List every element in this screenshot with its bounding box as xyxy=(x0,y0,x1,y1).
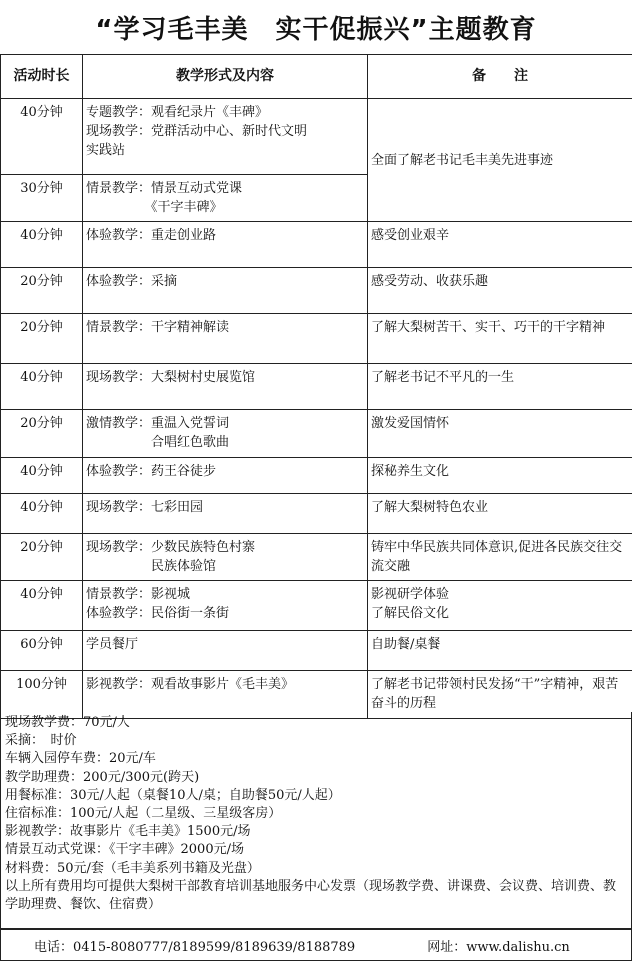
fee-line: 用餐标准：30元/人起（桌餐10人/桌；自助餐50元/人起） xyxy=(5,787,341,803)
row-note: 探秘养生文化 xyxy=(368,458,632,494)
table-row xyxy=(1,534,632,581)
fee-line: 采摘： 时价 xyxy=(5,733,77,749)
row-duration: 20分钟 xyxy=(1,268,83,314)
content-line: 现场教学：党群活动中心、新时代文明 xyxy=(86,124,308,139)
row-duration: 20分钟 xyxy=(1,410,83,458)
table-row xyxy=(1,494,632,534)
content-line: 情景教学：干字精神解读 xyxy=(86,320,230,335)
row-note: 了解大梨树特色农业 xyxy=(368,494,632,534)
table-row xyxy=(1,222,632,268)
table-row xyxy=(1,364,632,410)
fee-line: 材料费：50元/套（毛丰美系列书籍及光盘） xyxy=(5,860,260,876)
table-row xyxy=(1,99,632,175)
content-line: 体验教学：重走创业路 xyxy=(86,228,217,243)
row-note: 感受劳动、收获乐趣 xyxy=(368,268,632,314)
invoice-note: 以上所有费用均可提供大梨树干部教育培训基地服务中心发票（现场教学费、讲课费、会议费、培训费、教学助理费、餐饮、住宿费） xyxy=(5,878,617,913)
note-line: 了解民俗文化 xyxy=(371,606,450,621)
table-row xyxy=(1,631,632,671)
row-duration: 40分钟 xyxy=(1,458,83,494)
content-line: 民族体验馆 xyxy=(86,559,217,574)
row-content xyxy=(83,175,368,222)
content-line: 专题教学：观看纪录片《丰碑》 xyxy=(86,105,269,120)
header-content: 教学形式及内容 xyxy=(83,55,368,99)
row-content xyxy=(83,631,368,671)
row-note: 了解大梨树苦干、实干、巧干的干字精神 xyxy=(368,314,632,364)
note-line: 影视研学体验 xyxy=(371,587,450,602)
content-line: 现场教学：少数民族特色村寨 xyxy=(86,540,256,555)
row-content xyxy=(83,458,368,494)
row-content xyxy=(83,581,368,631)
page-title: “学习毛丰美 实干促振兴”主题教育 xyxy=(95,14,537,45)
row-content xyxy=(83,314,368,364)
table-row xyxy=(1,268,632,314)
content-line: 激情教学：重温入党誓词 xyxy=(86,416,230,431)
website-link[interactable]: 网址：www.dalishu.cn xyxy=(427,939,570,955)
phone-text: 电话：0415-8080777/8189599/8189639/8188789 xyxy=(34,939,356,955)
content-line: 实践站 xyxy=(86,143,126,158)
row-duration: 40分钟 xyxy=(1,581,83,631)
content-line: 体验教学：药王谷徒步 xyxy=(86,464,217,479)
row-duration: 40分钟 xyxy=(1,222,83,268)
row-duration: 40分钟 xyxy=(1,494,83,534)
content-line: 现场教学：大梨树村史展览馆 xyxy=(86,370,256,385)
row-note: 激发爱国情怀 xyxy=(368,410,632,458)
content-line: 情景教学：情景互动式党课 xyxy=(86,181,243,196)
row-note: 铸牢中华民族共同体意识,促进各民族交往交流交融 xyxy=(368,534,632,581)
fee-line: 教学助理费：200元/300元(跨天) xyxy=(5,769,200,785)
row-content xyxy=(83,534,368,581)
row-duration: 40分钟 xyxy=(1,364,83,410)
content-line: 《干字丰碑》 xyxy=(86,200,223,215)
content-line: 体验教学：采摘 xyxy=(86,274,178,289)
schedule-table xyxy=(0,54,632,719)
header-note: 备 注 xyxy=(368,55,632,99)
table-header-row xyxy=(1,55,632,99)
fee-line: 影视教学：故事影片《毛丰美》1500元/场 xyxy=(5,824,251,840)
row-duration: 20分钟 xyxy=(1,314,83,364)
fee-line: 车辆入园停车费：20元/车 xyxy=(5,751,156,767)
fee-line: 住宿标准：100元/人起（二星级、三星级客房） xyxy=(5,806,282,822)
table-row xyxy=(1,458,632,494)
table-row xyxy=(1,314,632,364)
fee-schedule xyxy=(0,712,632,929)
row-content xyxy=(83,268,368,314)
row-note: 了解老书记不平凡的一生 xyxy=(368,364,632,410)
table-row xyxy=(1,410,632,458)
row-duration: 100分钟 xyxy=(1,671,83,719)
contact-footer xyxy=(0,929,632,961)
table-row xyxy=(1,581,632,631)
row-note xyxy=(368,581,632,631)
content-line: 体验教学：民俗街一条街 xyxy=(86,606,230,621)
row-duration: 60分钟 xyxy=(1,631,83,671)
content-line: 影视教学：观看故事影片《毛丰美》 xyxy=(86,677,295,692)
row-duration: 20分钟 xyxy=(1,534,83,581)
row-note: 感受创业艰辛 xyxy=(368,222,632,268)
row-content xyxy=(83,364,368,410)
row-content xyxy=(83,410,368,458)
row-duration: 30分钟 xyxy=(1,175,83,222)
fee-line: 情景互动式党课：《干字丰碑》2000元/场 xyxy=(5,842,244,858)
row-content xyxy=(83,222,368,268)
content-line: 现场教学：七彩田园 xyxy=(86,500,204,515)
row-duration: 40分钟 xyxy=(1,99,83,175)
fee-line: 现场教学费：70元/人 xyxy=(5,715,130,730)
content-line: 情景教学：影视城 xyxy=(86,587,191,602)
header-duration: 活动时长 xyxy=(1,55,83,99)
row-content xyxy=(83,99,368,175)
row-note: 自助餐/桌餐 xyxy=(368,631,632,671)
row-note: 了解老书记带领村民发扬“干”字精神，艰苦奋斗的历程 xyxy=(368,671,632,719)
content-line: 合唱红色歌曲 xyxy=(86,435,230,450)
content-line: 学员餐厅 xyxy=(86,637,139,652)
row-note-merged: 全面了解老书记毛丰美先进事迹 xyxy=(368,99,632,222)
row-content xyxy=(83,494,368,534)
